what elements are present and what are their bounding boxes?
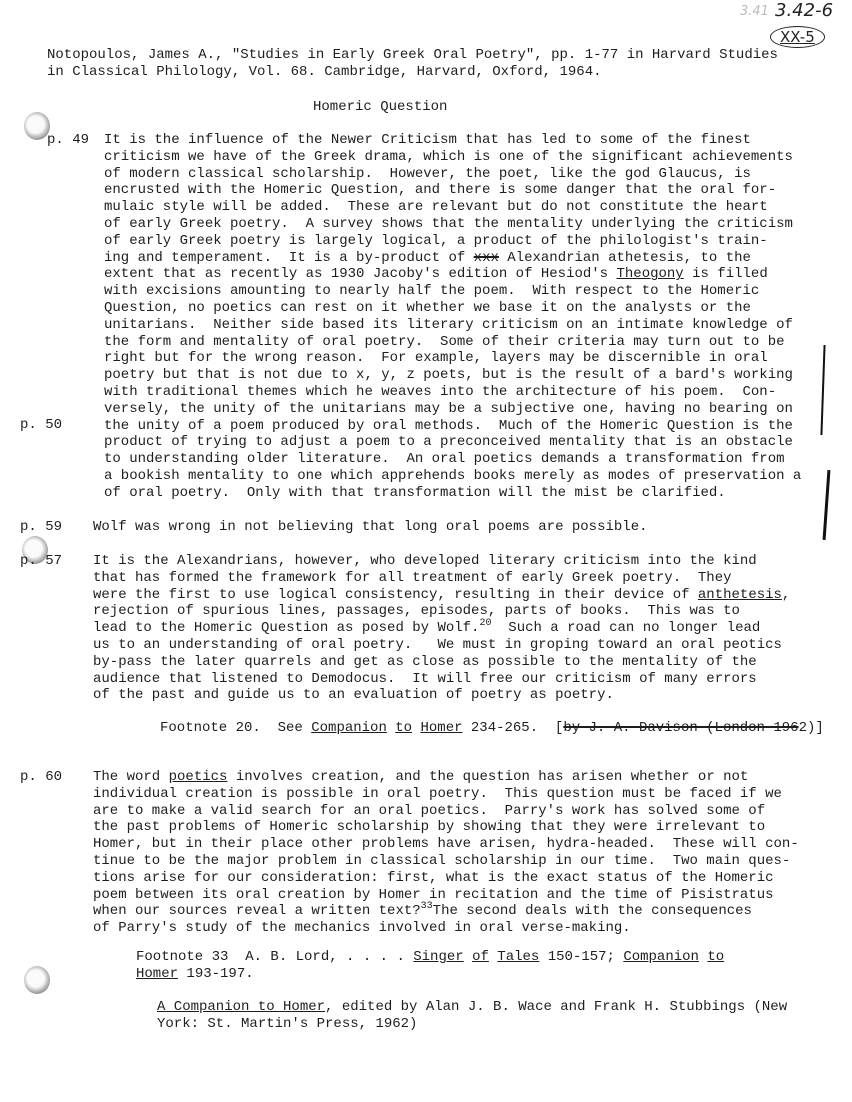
text-segment: York: St. Martin's Press, 1962) xyxy=(157,1015,418,1032)
underlined-text: A Companion to Homer xyxy=(157,999,326,1015)
text-line xyxy=(104,166,801,183)
text-segment: the past problems of Homeric scholarship by showing that they were irrelevant to xyxy=(93,819,766,836)
footnote-20 xyxy=(160,720,824,737)
footnote-marker: 20 xyxy=(479,618,492,630)
circled-code: XX-5 xyxy=(770,26,825,48)
page-label-59: p. 59 xyxy=(20,519,63,535)
text-segment: when our sources reveal a written text? xyxy=(93,903,421,920)
underlined-text: poetics xyxy=(168,769,228,785)
text-line xyxy=(93,654,790,671)
faint-handwritten-number: 3.41 xyxy=(740,4,769,19)
text-segment: audience that listened to Demodocus. It will free our criticism of many errors xyxy=(93,670,757,687)
text-line xyxy=(93,870,799,887)
text-line xyxy=(93,637,790,654)
text-segment: Alexandrian athetesis, to the xyxy=(498,249,751,266)
text-segment: 2)] xyxy=(798,720,824,736)
text-line xyxy=(104,149,801,166)
text-line xyxy=(93,786,799,803)
struck-text: by J. A. Davison (London 196 xyxy=(563,720,799,736)
citation xyxy=(47,47,778,81)
text-line xyxy=(104,266,801,283)
text-segment: tinue to be the major problem in classical scholarship in our time. Two main ques- xyxy=(93,852,791,869)
handwritten-catalog-number: 3.42-6 xyxy=(775,0,834,21)
text-line xyxy=(93,887,799,904)
underlined-text: Companion xyxy=(311,720,387,736)
text-segment: of the past and guide us to an evaluation of poetry as poetry. xyxy=(93,687,614,704)
text-segment: of early Greek poetry. A survey shows that the mentality underlying the criticism xyxy=(104,215,793,232)
text-line xyxy=(136,949,724,966)
text-segment: The word xyxy=(93,769,169,785)
text-segment: It is the Alexandrians, however, who developed literary criticism into the kind xyxy=(93,553,757,569)
text-segment: of modern classical scholarship. However, the poet, like the god Glaucus, is xyxy=(104,165,751,182)
text-line xyxy=(104,283,801,300)
text-line xyxy=(93,903,799,920)
underlined-text: of xyxy=(472,949,489,965)
text-segment: of oral poetry. Only with that transformation will the mist be clarified. xyxy=(104,484,726,501)
text-line xyxy=(104,350,801,367)
text-segment: involves creation, and the question has arisen whether or not xyxy=(227,769,749,785)
text-segment: Footnote 20. See xyxy=(160,720,312,736)
text-line xyxy=(157,999,787,1016)
text-segment: It is the influence of the Newer Criticism that has led to some of the finest xyxy=(104,132,751,148)
text-segment: 193-197. xyxy=(178,965,254,982)
margin-pen-mark xyxy=(823,470,831,540)
text-line xyxy=(104,216,801,233)
text-line xyxy=(104,468,801,485)
margin-pen-mark xyxy=(820,345,825,435)
text-line xyxy=(93,769,799,786)
text-segment: versely, the unity of the unitarians may be a subjective one, having no bearing on xyxy=(104,400,793,417)
text-segment: us to an understanding of oral poetry. We must in groping toward an oral peotics xyxy=(93,636,782,653)
text-segment: product of trying to adjust a poem to a preconceived mentality that is an obstacle xyxy=(104,434,793,451)
text-segment: rejection of spurious lines, passages, episodes, parts of books. This was to xyxy=(93,603,740,620)
text-line xyxy=(104,317,801,334)
text-segment: with excisions amounting to nearly half the poem. With respect to the Homeric xyxy=(104,283,760,300)
text-line xyxy=(104,401,801,418)
underlined-text: Tales xyxy=(497,949,540,965)
text-segment: , xyxy=(781,586,791,603)
text-line xyxy=(104,451,801,468)
underlined-text: to xyxy=(707,949,725,965)
text-line xyxy=(47,47,778,64)
text-line xyxy=(93,519,648,536)
text-segment: the unity of a poem produced by oral methods. Much of the Homeric Question is the xyxy=(104,417,793,434)
text-segment: lead to the Homeric Question as posed by Wolf. xyxy=(93,620,480,637)
text-line xyxy=(93,603,790,620)
paragraph-p60 xyxy=(93,769,799,937)
text-segment: of early Greek poetry is largely logical, a product of the philologist's train- xyxy=(104,232,768,249)
footnote-33 xyxy=(136,949,724,983)
text-line xyxy=(160,720,824,737)
text-line xyxy=(104,367,801,384)
page-label-50: p. 50 xyxy=(20,417,63,433)
text-line xyxy=(93,803,799,820)
text-segment: , edited by Alan J. B. Wace and Frank H. Stubbings (New xyxy=(325,999,788,1015)
text-segment: is filled xyxy=(683,266,768,283)
text-line xyxy=(104,384,801,401)
underlined-text: Singer xyxy=(413,949,464,965)
text-segment xyxy=(387,720,395,736)
text-line xyxy=(104,418,801,435)
text-segment: 234-265. [ xyxy=(462,720,564,736)
underlined-text: Homer xyxy=(136,965,179,982)
text-line xyxy=(93,671,790,688)
text-line xyxy=(93,836,799,853)
text-segment: the form and mentality of oral poetry. Some of their criteria may turn out to be xyxy=(104,333,785,350)
underlined-text: Theogony xyxy=(616,266,684,283)
text-segment: Homer, but in their place other problems have arisen, hydra-headed. These will con- xyxy=(93,836,799,853)
page-label-57: p. 57 xyxy=(20,553,63,569)
text-line xyxy=(104,233,801,250)
text-segment: The second deals with the consequences xyxy=(432,903,752,920)
text-line xyxy=(136,966,724,983)
page-label-49: p. 49 xyxy=(47,132,90,148)
text-line xyxy=(93,553,790,570)
paragraph-p59 xyxy=(93,519,648,536)
text-line xyxy=(93,853,799,870)
text-line xyxy=(104,434,801,451)
footnote-marker: 33 xyxy=(420,901,433,913)
text-segment: Question, no poetics can rest on it whether we base it on the analysts or the xyxy=(104,299,751,316)
text-segment: tions arise for our consideration: first, what is the exact status of the Homeric xyxy=(93,869,774,886)
text-segment: with traditional themes which he weaves into the architecture of his poem. Con- xyxy=(104,383,777,400)
text-segment: that has formed the framework for all treatment of early Greek poetry. They xyxy=(93,569,732,586)
text-line xyxy=(104,132,801,149)
text-line xyxy=(93,920,799,937)
underlined-text: to xyxy=(395,720,413,736)
text-line xyxy=(93,620,790,637)
text-segment: by-pass the later quarrels and get as close as possible to the mentality of the xyxy=(93,653,757,670)
punch-hole xyxy=(24,966,50,994)
paragraph-p49 xyxy=(104,132,801,502)
text-segment: were the first to use logical consistency, resulting in their device of xyxy=(93,586,698,603)
text-segment: poetry but that is not due to x, y, z poets, but is the result of a bard's working xyxy=(104,367,793,384)
text-segment: in Classical Philology, Vol. 68. Cambridge, Harvard, Oxford, 1964. xyxy=(47,63,602,80)
text-segment: unitarians. Neither side based its literary criticism on an intimate knowledge of xyxy=(104,316,793,333)
reference-entry xyxy=(157,999,787,1033)
text-segment: Such a road can no longer lead xyxy=(491,620,761,637)
text-segment: Footnote 33 A. B. Lord, . . . . xyxy=(136,949,414,965)
text-segment: are to make a valid search for an oral poetics. Parry's work has solved some of xyxy=(93,802,766,819)
text-line xyxy=(104,300,801,317)
text-line xyxy=(104,485,801,502)
text-segment: a bookish mentality to one which apprehends books merely as modes of preservation a xyxy=(104,467,802,484)
text-line xyxy=(104,250,801,267)
text-segment: extent that as recently as 1930 Jacoby's edition of Hesiod's xyxy=(104,266,617,283)
text-segment: to understanding older literature. An oral poetics demands a transformation from xyxy=(104,451,785,468)
text-line xyxy=(104,182,801,199)
text-segment: 150-157; xyxy=(539,949,624,965)
text-line xyxy=(157,1016,787,1033)
text-line xyxy=(104,334,801,351)
page-title: Homeric Question xyxy=(313,99,448,115)
text-line xyxy=(104,199,801,216)
underlined-text: Companion xyxy=(623,949,699,965)
paragraph-p57 xyxy=(93,553,790,704)
text-segment: individual creation is possible in oral poetry. This question must be faced if we xyxy=(93,785,782,802)
text-segment xyxy=(464,949,472,965)
text-segment: encrusted with the Homeric Question, and there is some danger that the oral for- xyxy=(104,182,777,199)
struck-text: xxx xyxy=(473,249,499,266)
text-segment: Notopoulos, James A., "Studies in Early Greek Oral Poetry", pp. 1-77 in Harvard Studies xyxy=(47,47,778,63)
text-segment: poem between its oral creation by Homer in recitation and the time of Pisistratus xyxy=(93,886,774,903)
text-segment: of Parry's study of the mechanics involved in oral verse-making. xyxy=(93,920,631,937)
text-line xyxy=(47,64,778,81)
text-line xyxy=(93,687,790,704)
text-segment: ing and temperament. It is a by-product of xyxy=(104,249,474,266)
text-segment: mulaic style will be added. These are relevant but do not constitute the heart xyxy=(104,199,768,216)
text-line xyxy=(93,570,790,587)
text-segment: right but for the wrong reason. For example, layers may be discernible in oral xyxy=(104,350,768,367)
text-line xyxy=(93,819,799,836)
text-segment: Wolf was wrong in not believing that long oral poems are possible. xyxy=(93,519,648,535)
page-label-60: p. 60 xyxy=(20,769,63,785)
underlined-text: Homer xyxy=(420,720,463,736)
underlined-text: anthetesis xyxy=(697,586,782,603)
text-segment: criticism we have of the Greek drama, which is one of the significant achievements xyxy=(104,148,793,165)
text-line xyxy=(93,587,790,604)
